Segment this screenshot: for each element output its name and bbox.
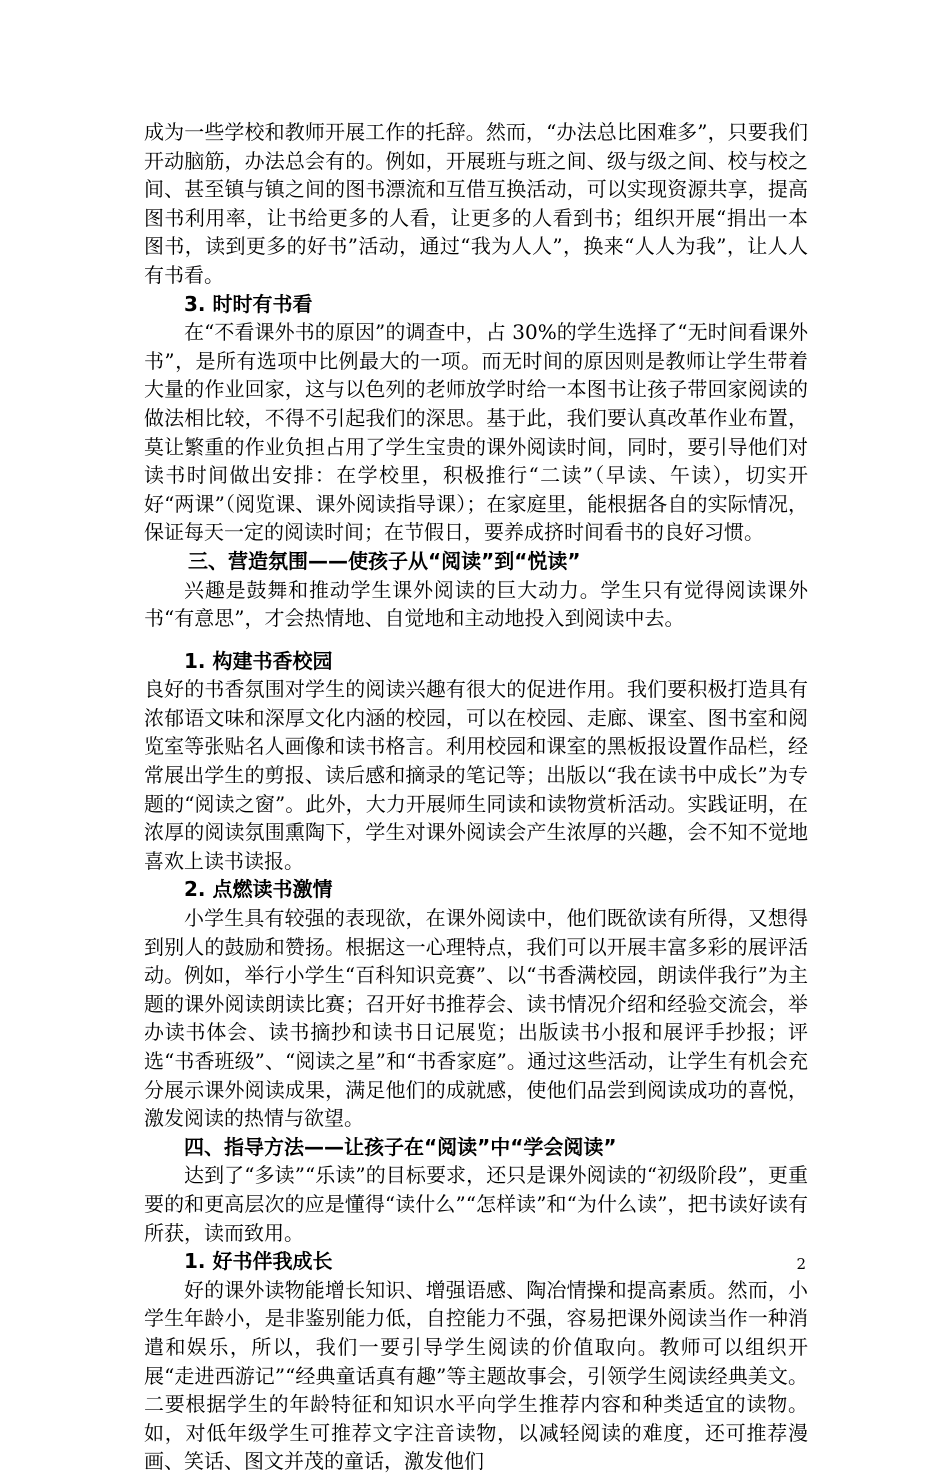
paragraph-time-to-read: 在“不看课外书的原因”的调查中，占 30%的学生选择了“无时间看课外书”，是所有选项中比例最大的一项。而无时间的原因则是教师让学生带着大量的作业回家，这与以色列的老师放学时给一本图书让孩子带回家阅读的做法相比较，不得不引起我们的深思。基于此，我们要认真改革作业布置，莫让繁重的作业负担占用了学生宝贵的课外阅读时间，同时，要引导他们对读书时间做出安排：在学校里，积极推行“二读”（早读、午读），切实开好“两课”（阅览课、课外阅读指导课）；在家庭里，能根据各自的实际情况，保证每天一定的阅读时间；在节假日，要养成挤时间看书的良好习惯。	[144, 320, 808, 545]
paragraph-methods: 达到了“多读”“乐读”的目标要求，还只是课外阅读的“初级阶段”，更重要的和更高层次的应是懂得“读什么”“怎样读”和“为什么读”，把书读好读有所获，读而致用。	[144, 1163, 808, 1245]
subheading-good-books: 1. 好书伴我成长	[184, 1249, 333, 1274]
subheading-reading-passion: 2. 点燃读书激情	[184, 877, 333, 902]
subheading-time-to-read: 3. 时时有书看	[184, 291, 313, 316]
section-heading-methods: 四、指导方法——让孩子在“阅读”中“学会阅读”	[184, 1134, 617, 1159]
document-body	[144, 118, 808, 1476]
subheading-book-campus: 1. 构建书香校园	[184, 648, 333, 673]
paragraph-reading-passion: 小学生具有较强的表现欲，在课外阅读中，他们既欲读有所得，又想得到别人的鼓励和赞扬。根据这一心理特点，我们可以开展丰富多彩的展评活动。例如，举行小学生“百科知识竞赛”、以“书香满校园，朗读伴我行”为主题的课外阅读朗读比赛；召开好书推荐会、读书情况介绍和经验交流会，举办读书体会、读书摘抄和读书日记展览；出版读书小报和展评手抄报；评选“书香班级”、“阅读之星”和“书香家庭”。通过这些活动，让学生有机会充分展示课外阅读成果，满足他们的成就感，使他们品尝到阅读成功的喜悦，激发阅读的热情与欲望。	[144, 906, 808, 1131]
paragraph-good-books: 好的课外读物能增长知识、增强语感、陶冶情操和提高素质。然而，小学生年龄小，是非鉴别能力低，自控能力不强，容易把课外阅读当作一种消遣和娱乐，所以，我们一要引导学生阅读的价值取向。教师可以组织开展“走进西游记”“经典童话真有趣”等主题故事会，引领学生阅读经典美文。二要根据学生的年龄特征和知识水平向学生推荐内容和种类适宜的读物。如，对低年级学生可推荐文字注音读物，以减轻阅读的难度，还可推荐漫画、笑话、图文并茂的童话，激发他们	[144, 1277, 808, 1474]
section-heading-atmosphere: 三、营造氛围——使孩子从“阅读”到“悦读”	[188, 548, 581, 573]
paragraph-book-campus: 良好的书香氛围对学生的阅读兴趣有很大的促进作用。我们要积极打造具有浓郁语文味和深厚文化内涵的校园，可以在校园、走廊、课室、图书室和阅览室等张贴名人画像和读书格言。利用校园和课室的黑板报设置作品栏，经常展出学生的剪报、读后感和摘录的笔记等；出版以“我在读书中成长”为专题的“阅读之窗”。此外，大力开展师生同读和读物赏析活动。实践证明，在浓厚的阅读氛围熏陶下，学生对课外阅读会产生浓厚的兴趣，会不知不觉地喜欢上读书读报。	[144, 677, 808, 873]
spacer	[144, 633, 808, 647]
paragraph-interest: 兴趣是鼓舞和推动学生课外阅读的巨大动力。学生只有觉得阅读课外书“有意思”，才会热情地、自觉地和主动地投入到阅读中去。	[144, 577, 808, 631]
paragraph-continuation: 成为一些学校和教师开展工作的托辞。然而，“办法总比困难多”，只要我们开动脑筋，办法总会有的。例如，开展班与班之间、级与级之间、校与校之间、甚至镇与镇之间的图书漂流和互借互换活动，可以实现资源共享，提高图书利用率，让书给更多的人看，让更多的人看到书；组织开展“捐出一本图书，读到更多的好书”活动，通过“我为人人”，换来“人人为我”，让人人有书看。	[144, 120, 808, 287]
page-number: 2	[796, 1255, 806, 1273]
